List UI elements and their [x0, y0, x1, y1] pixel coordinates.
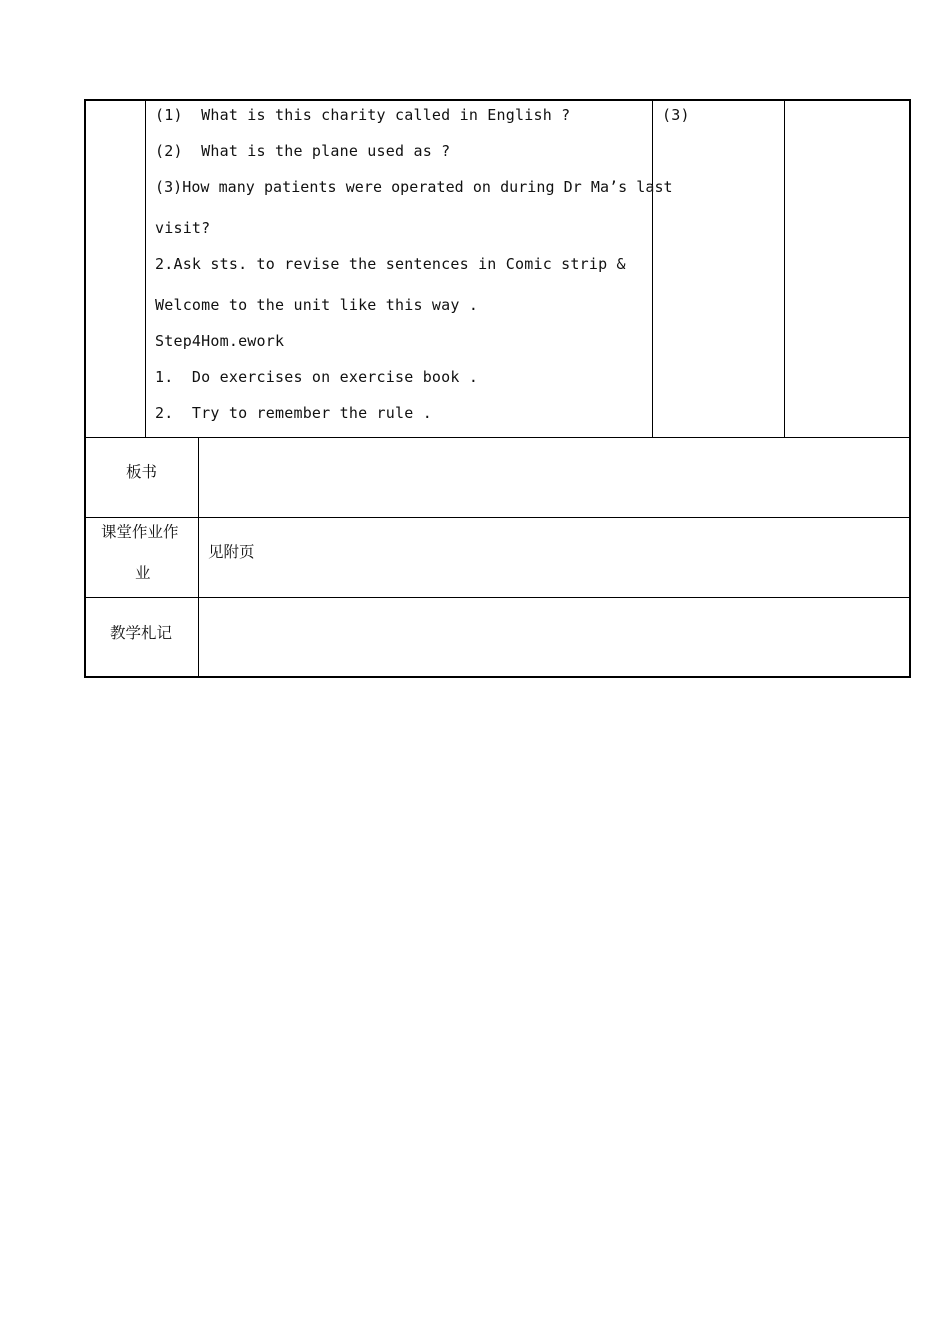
homework-content: 见附页 [208, 543, 255, 561]
row-divider-1 [86, 437, 909, 438]
activity-line-6: Welcome to the unit like this way . [155, 296, 479, 314]
col-divider-3 [784, 101, 785, 437]
col-divider-2 [652, 101, 653, 437]
activity-line-5: 2.Ask sts. to revise the sentences in Comic strip & [155, 255, 626, 273]
activity-line-1: (1) What is this charity called in English ? [155, 106, 571, 124]
row-divider-2 [86, 517, 909, 518]
lesson-plan-table [84, 99, 911, 678]
activity-line-4: visit? [155, 219, 211, 237]
blackboard-label: 板书 [126, 463, 158, 481]
activity-line-8: 1. Do exercises on exercise book . [155, 368, 479, 386]
homework-label-line2: 业 [135, 564, 151, 582]
reflection-label: 教学札记 [110, 624, 173, 642]
homework-label-line1: 课堂作业作 [101, 523, 179, 541]
activity-line-2: (2) What is the plane used as ? [155, 142, 451, 160]
activity-line-7: Step4Hom.ework [155, 332, 285, 350]
activity-line-3: (3)How many patients were operated on during Dr Ma’s last [155, 178, 673, 196]
side-note: (3) [662, 106, 690, 124]
label-col-divider [198, 437, 199, 676]
col-divider-1 [145, 101, 146, 437]
activity-line-9: 2. Try to remember the rule . [155, 404, 432, 422]
row-divider-3 [86, 597, 909, 598]
